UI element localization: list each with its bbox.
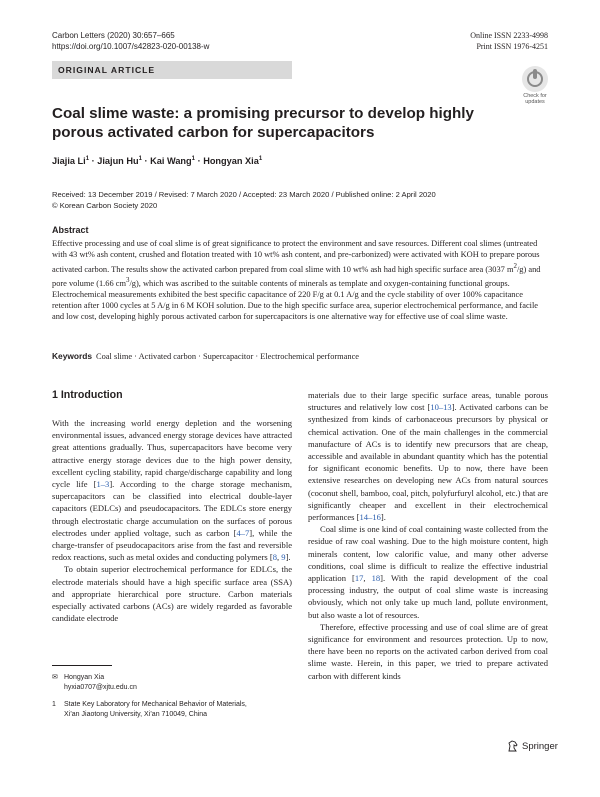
check-updates-icon: [522, 66, 548, 92]
citation-link[interactable]: 1–3: [96, 479, 110, 490]
citation-link[interactable]: 9: [281, 552, 286, 563]
author-affiliation-marker: 1: [191, 156, 195, 162]
keywords-line: [52, 351, 548, 361]
citation-link[interactable]: 4–7: [236, 527, 250, 538]
left-column: [52, 417, 292, 624]
publisher-name: Springer: [522, 740, 558, 752]
author-name[interactable]: Hongyan Xia: [203, 156, 259, 167]
author-affiliation-marker: 1: [258, 156, 263, 162]
citation-link[interactable]: 8: [272, 552, 278, 563]
author-separator: ·: [144, 156, 148, 167]
author-separator: ·: [197, 156, 201, 167]
dates-line: Received: 13 December 2019 / Revised: 7 March 2020 / Accepted: 23 March 2020 / Published online: 2 April 2020: [52, 190, 436, 199]
envelope-icon: ✉: [52, 674, 58, 681]
article-type-banner: ORIGINAL ARTICLE: [52, 61, 292, 79]
abstract-part: /g) and pore volume (1.66 cm: [52, 264, 541, 288]
author-separator: ·: [91, 156, 95, 167]
check-updates-label: Check for updates: [523, 93, 547, 105]
author-affiliation-marker: 1: [138, 156, 142, 162]
author-name[interactable]: Jiajun Hu: [97, 156, 139, 167]
contact-name: Hongyan Xia: [64, 674, 105, 681]
section-heading: 1 Introduction: [52, 389, 123, 401]
paragraph: Therefore, effective processing and use of coal slime are of great significance for environment and resources protection. Up to now, there have been no reports on the activated carbon derived from coal slime waste. Herein, in this paper, we tried to prepare activated carbon with different kinds: [308, 621, 548, 681]
paragraph: materials due to their large specific surface areas, tunable porous structures and relatively low cost [10–13]. Activated carbons can be synthesized from kinds of carbonaceous precursors by physical or chemical activation. One of the main challenges in the commercial manufacture of ACs is to identify new precursors that are cheap, accessible and available in abundant quantity which has the potential for significant economic benefits. Up to now, there have been extensive researches on developing new ACs from natural sources (coconut shell, bamboo, coal, pitch, polyfurfuryl alcohol, etc.) that are significantly cheaper and excellent in their electrochemical performances [14–16].: [308, 390, 548, 523]
journal-citation: Carbon Letters (2020) 30:657–665: [52, 31, 175, 40]
paragraph: To obtain superior electrochemical performance for EDLCs, the electrode materials should have a high specific surface area (SSA) and appropriate hierarchical pore structure. Carbon materials especially activated carbons (ACs) are widely regarded as favorable candidate electrode: [52, 564, 292, 624]
superscript: 2: [513, 261, 517, 270]
affiliation-line: State Key Laboratory for Mechanical Behavior of Materials,: [64, 701, 247, 708]
footnote-rule: [52, 665, 112, 666]
citation-link[interactable]: 14–16: [359, 512, 381, 523]
paper-title: Coal slime waste: a promising precursor to develop highly porous activated carbon for supercapacitors: [52, 105, 474, 141]
citation-link[interactable]: 17: [354, 573, 364, 584]
keywords-label: Keywords: [52, 351, 93, 361]
abstract-part: /g), which was ascribed to the suitable contents of minerals as template and oxygen-containing functional groups. Electrochemical measurements exhibited the best specific capacitance of 220 F/g at 0.1 A/g and the cycle stability of over 100% capacitance retention after 1000 cycles at 5 A/g in 6 M KOH solution. Due to the high specific surface area, superior electrochemical performance, and facile and low cost, developing highly porous activated carbon for supercapacitors is one alternative way for effective use of coal slime waste.: [52, 278, 539, 322]
publication-history: [52, 189, 436, 211]
keywords-list: Coal slime · Activated carbon · Supercapacitor · Electrochemical performance: [96, 352, 360, 361]
check-for-updates-button[interactable]: [519, 66, 551, 105]
issn-block: [470, 30, 548, 52]
author-name[interactable]: Jiajia Li: [52, 156, 86, 167]
citation-link[interactable]: 18: [371, 573, 381, 584]
abstract-part: Effective processing and use of coal slime is of great significance to protect the environment and save resources. Different coal slimes (untreated with 43 wt% ash content, crushed and flotation treated with 10 wt% ash content, and pre-carbonized) were activated with KOH to prepare porous activated carbon. The results show the activated carbon prepared from coal slime with 10 wt% ash had high specific surface area (3037 m: [52, 239, 540, 274]
springer-horse-icon: [507, 740, 519, 752]
publisher-logo: [507, 740, 558, 752]
abstract-text: [52, 238, 548, 323]
contact-email[interactable]: hyxia0707@xjtu.edu.cn: [64, 683, 137, 691]
paragraph: With the increasing world energy depletion and the worsening environmental issues, advanced energy storage devices have attracted great attentions gradually. Thus, supercapacitors have become very attractive energy storage devices due to the high power density, excellent cycling stability, rapid charge/discharge capability and long cycle life [1–3]. According to the charge storage mechanism, supercapacitors can be classified into electrical double-layer capacitors (EDLCs) and pseudocapacitors. The EDLCs store energy through electrostatic charge accumulation on the surfaces of porous electrodes under applied voltage, such as carbon [4–7], while the charge-transfer of pseudocapacitors arise from the fast and reversible redox reactions, such as metal oxides and conducting polymers [8, 9].: [52, 418, 293, 563]
copyright-line: © Korean Carbon Society 2020: [52, 201, 158, 210]
author-affiliation-marker: 1: [85, 156, 90, 162]
author-name[interactable]: Kai Wang: [150, 156, 192, 167]
right-column: [308, 389, 548, 682]
affiliation-footnote: [52, 700, 247, 719]
online-issn: Online ISSN 2233-4998: [470, 31, 548, 40]
corresponding-author: [52, 673, 137, 692]
print-issn: Print ISSN 1976-4251: [476, 42, 548, 51]
paragraph: Coal slime is one kind of coal containing waste collected from the residue of raw coal washing. Due to the high moisture content, high minerals content, low calorific value, and many other adverse conditions, coal slime is difficult to realize the effective industrial application [17, 18]. With the rapid development of the coal processing industry, the output of coal slime waste is increasing obviously, which not only take up much land, pollute environment, but also waste a lot of resources.: [308, 524, 548, 620]
citation-link[interactable]: 10–13: [430, 402, 452, 413]
affiliation-line: Xi’an Jiaotong University, Xi’an 710049, China: [64, 710, 208, 718]
affiliation-number: 1: [52, 701, 56, 708]
journal-header: [52, 30, 209, 52]
abstract-heading: Abstract: [52, 225, 89, 235]
author-list: [52, 156, 262, 166]
doi-link[interactable]: https://doi.org/10.1007/s42823-020-00138-w: [52, 42, 210, 51]
superscript: 3: [125, 275, 130, 284]
